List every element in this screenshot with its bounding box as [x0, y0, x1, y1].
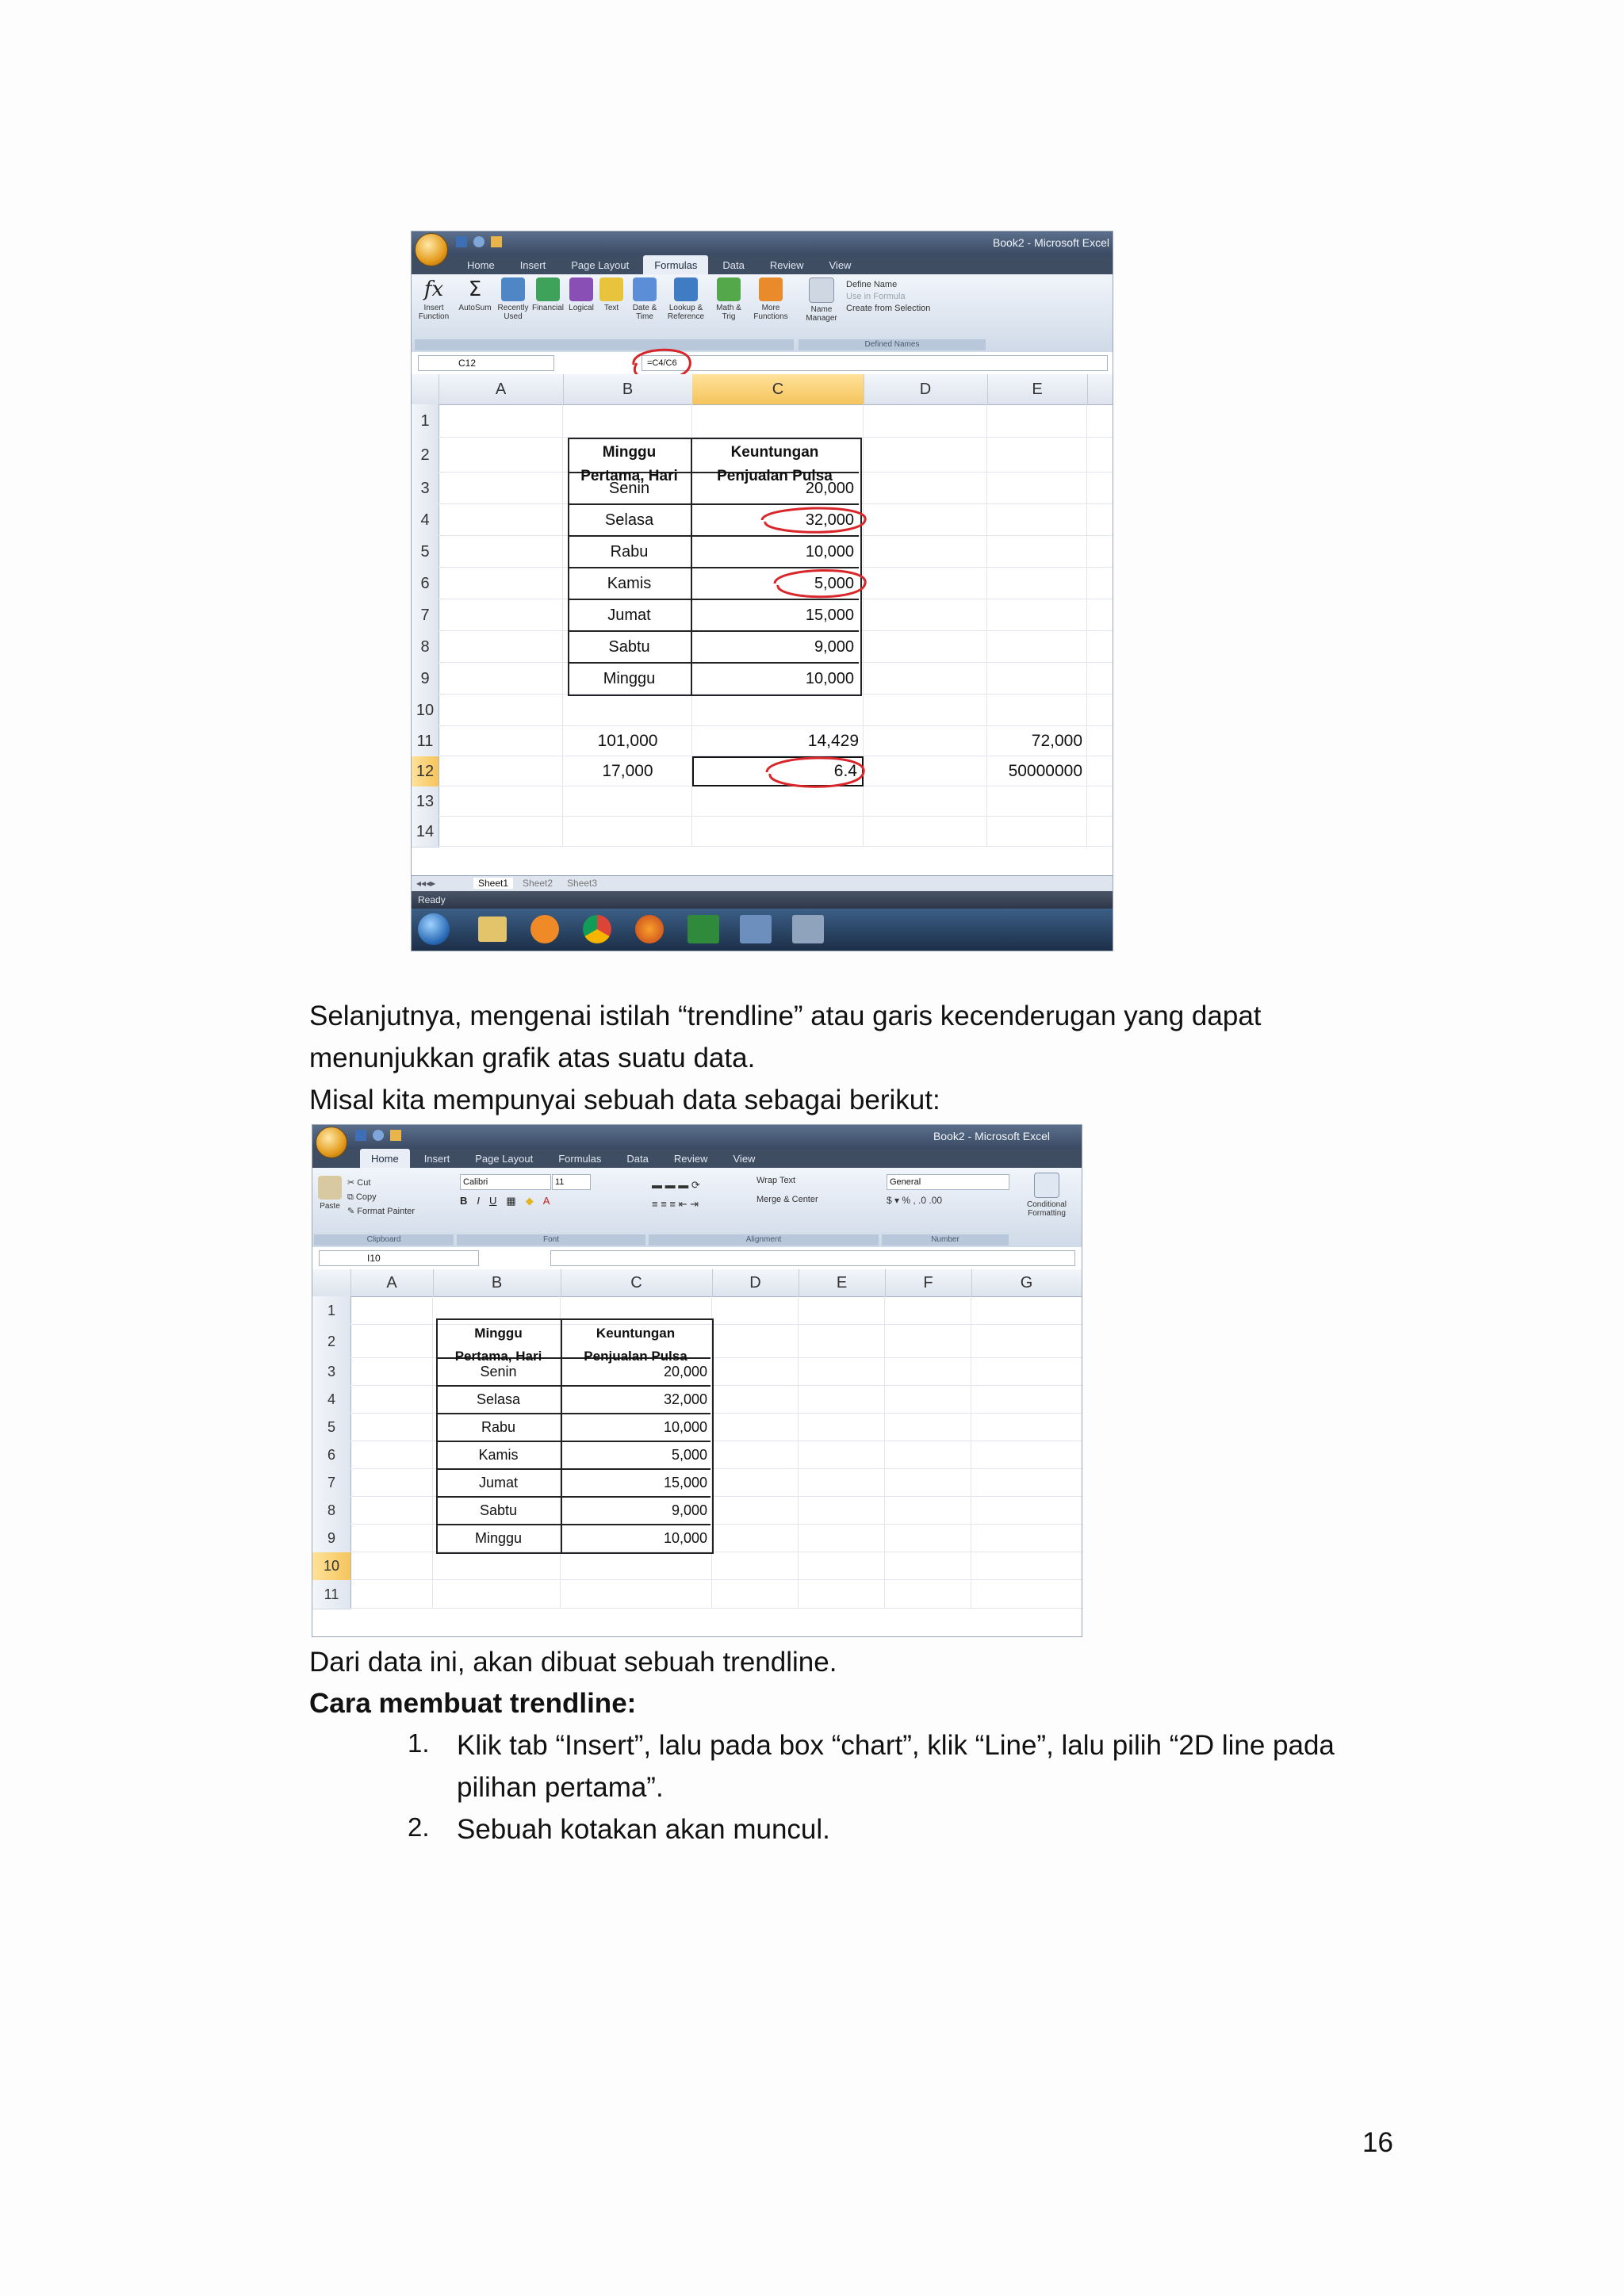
fill-color-icon[interactable]: ◆ — [525, 1195, 534, 1207]
date-time-button[interactable]: Date & Time — [627, 277, 662, 321]
worksheet-grid — [312, 1296, 1082, 1636]
row-header-11[interactable]: 11 — [412, 726, 439, 757]
home-ribbon — [312, 1168, 1082, 1248]
formula-input[interactable] — [550, 1250, 1075, 1266]
day-cell[interactable]: Selasa — [476, 1391, 521, 1407]
excel-title-bar — [412, 232, 1113, 255]
folder-icon[interactable] — [478, 916, 507, 942]
save-icon[interactable] — [456, 236, 467, 247]
fx-icon: fx — [423, 277, 444, 301]
value-cell[interactable]: 5,000 — [671, 1447, 707, 1463]
gridline — [884, 1296, 885, 1609]
window-title: Book2 - Microsoft Excel — [933, 1130, 1050, 1142]
windows-taskbar — [412, 909, 1113, 951]
clipboard-icon — [318, 1176, 342, 1200]
header-line: Penjualan Pulsa — [717, 468, 833, 484]
header-line: Minggu — [474, 1326, 523, 1341]
day-cell[interactable]: Rabu — [610, 542, 649, 561]
row-header-5[interactable]: 5 — [412, 536, 439, 568]
column-headers — [412, 374, 1113, 405]
row-header-4[interactable]: 4 — [312, 1386, 351, 1414]
column-header-c[interactable]: C — [561, 1269, 713, 1296]
sigma-icon: Σ — [468, 277, 482, 301]
status-bar: Ready — [412, 891, 1113, 909]
row-header-1[interactable]: 1 — [312, 1296, 351, 1326]
book-icon — [759, 277, 783, 301]
copy-button[interactable]: ⧉ Copy — [347, 1192, 377, 1202]
book-icon — [501, 277, 525, 301]
column-header-g[interactable]: G — [971, 1269, 1082, 1296]
tab-view[interactable]: View — [733, 1152, 756, 1165]
sheet-tab-3[interactable]: Sheet3 — [567, 878, 598, 889]
row-header-11[interactable]: 11 — [312, 1580, 351, 1609]
tab-page-layout[interactable]: Page Layout — [571, 258, 630, 271]
row-header-7[interactable]: 7 — [312, 1469, 351, 1498]
excel-title-bar — [312, 1125, 1082, 1149]
save-icon[interactable] — [355, 1130, 366, 1141]
formula-input[interactable]: =C4/C6 — [642, 355, 1108, 371]
top-align-icons[interactable]: ▬ ▬ ▬ ⟳ — [652, 1179, 700, 1191]
underline-button[interactable]: U — [489, 1195, 497, 1207]
clipboard-commands — [347, 1176, 415, 1219]
column-header-b[interactable]: B — [433, 1269, 561, 1296]
worksheet-grid — [412, 404, 1113, 877]
cell-e11[interactable]: 72,000 — [1031, 732, 1082, 750]
font-size-select[interactable]: 11 — [552, 1174, 591, 1190]
tab-formulas[interactable]: Formulas — [643, 255, 708, 274]
math-trig-button[interactable]: Math & Trig — [710, 277, 748, 321]
column-header-d[interactable]: D — [712, 1269, 799, 1296]
book-icon — [569, 277, 593, 301]
sheet-nav-arrows[interactable]: ◂◂◂▸ — [416, 878, 436, 889]
value-cell[interactable]: 9,000 — [814, 637, 854, 656]
office-button-icon[interactable] — [415, 233, 448, 266]
tool-taskbar-icon[interactable] — [792, 915, 824, 943]
row-header-6[interactable]: 6 — [412, 568, 439, 600]
name-box[interactable]: C12 — [418, 355, 554, 371]
header-line: Keuntungan — [730, 444, 819, 461]
page-number: 16 — [1362, 2127, 1393, 2158]
book-icon — [717, 277, 741, 301]
number-buttons[interactable]: $ ▾ % , .0 .00 — [887, 1195, 943, 1206]
paragraph-trendline-intro-line1: Selanjutnya, mengenai istilah “trendline” atau garis kecenderugan yang dapat — [309, 1001, 1262, 1031]
undo-icon[interactable] — [473, 236, 485, 247]
column-header-e[interactable]: E — [799, 1269, 886, 1296]
red-annotation-circles — [412, 404, 1113, 847]
formulas-ribbon — [412, 274, 1113, 353]
start-orb-icon[interactable] — [418, 913, 450, 945]
font-color-icon[interactable]: A — [542, 1195, 550, 1207]
row-header-10[interactable]: 10 — [312, 1552, 351, 1581]
more-functions-button[interactable]: More Functions — [749, 277, 792, 321]
financial-button[interactable]: Financial — [530, 277, 565, 312]
borders-icon[interactable]: ▦ — [506, 1195, 516, 1207]
row-header-4[interactable]: 4 — [412, 504, 439, 537]
value-cell[interactable]: 15,000 — [805, 606, 854, 624]
cell-b11[interactable]: 101,000 — [597, 732, 658, 750]
name-box[interactable]: I10 — [319, 1250, 479, 1266]
excel-taskbar-icon[interactable] — [688, 915, 719, 943]
cell-c12[interactable]: 6.4 — [833, 762, 857, 780]
tab-home[interactable]: Home — [360, 1149, 410, 1168]
defined-names-group-label: Defined Names — [799, 339, 986, 350]
column-headers — [312, 1269, 1082, 1297]
recently-used-button[interactable]: Recently Used — [496, 277, 530, 321]
tab-insert[interactable]: Insert — [423, 1152, 450, 1165]
row-header-9[interactable]: 9 — [412, 663, 439, 695]
value-cell[interactable]: 10,000 — [663, 1530, 707, 1546]
day-cell[interactable]: Jumat — [607, 606, 651, 624]
column-header-corner[interactable] — [412, 374, 439, 404]
create-from-selection-button[interactable]: Create from Selection — [846, 304, 931, 313]
paste-button[interactable]: Paste — [316, 1176, 344, 1211]
column-header-a[interactable]: A — [439, 374, 564, 404]
sheet-tab-2[interactable]: Sheet2 — [523, 878, 553, 889]
day-cell[interactable]: Minggu — [474, 1530, 523, 1546]
scissors-icon: ✂ — [347, 1178, 358, 1188]
row-header-2[interactable]: 2 — [312, 1325, 351, 1359]
day-cell[interactable]: Kamis — [607, 574, 652, 592]
quick-access-toolbar[interactable] — [355, 1130, 450, 1144]
window-title: Book2 - Microsoft Excel — [992, 236, 1109, 249]
cell-c11[interactable]: 14,429 — [807, 732, 859, 750]
header-line: Penjualan Pulsa — [584, 1349, 688, 1364]
day-cell[interactable]: Sabtu — [479, 1502, 518, 1518]
paragraph-trendline-intro-line2: menunjukkan grafik atas suatu data. — [309, 1043, 756, 1073]
text-button[interactable]: Text — [597, 277, 626, 312]
redo-icon[interactable] — [491, 236, 502, 247]
column-header-corner[interactable] — [312, 1269, 351, 1296]
value-cell[interactable]: 32,000 — [663, 1391, 707, 1407]
day-cell[interactable]: Kamis — [478, 1447, 519, 1463]
paragraph-create-trendline: Dari data ini, akan dibuat sebuah trendline. — [309, 1647, 837, 1678]
row-header-5[interactable]: 5 — [312, 1414, 351, 1442]
sheet-tab-1[interactable]: Sheet1 — [473, 878, 513, 889]
value-cell[interactable]: 5,000 — [814, 574, 854, 592]
list-item-2-line1: Sebuah kotakan akan muncul. — [457, 1814, 830, 1845]
font-name-select[interactable]: Calibri — [460, 1174, 551, 1190]
value-cell[interactable]: 15,000 — [663, 1475, 707, 1490]
row-header-3[interactable]: 3 — [312, 1358, 351, 1387]
book-icon — [674, 277, 698, 301]
tab-home[interactable]: Home — [467, 258, 495, 271]
gridline — [350, 1579, 1082, 1580]
day-cell[interactable]: Senin — [608, 479, 650, 497]
conditional-formatting-button[interactable]: Conditional Formatting — [1015, 1173, 1078, 1218]
defined-names-list — [846, 279, 930, 315]
logical-button[interactable]: Logical — [565, 277, 597, 312]
row-header-8[interactable]: 8 — [412, 631, 439, 664]
book-icon — [633, 277, 657, 301]
value-cell[interactable]: 32,000 — [805, 511, 854, 529]
font-group-label: Font — [457, 1234, 645, 1246]
alignment-buttons — [652, 1176, 700, 1214]
clipboard-group-label: Clipboard — [314, 1234, 454, 1246]
quick-access-toolbar[interactable] — [456, 236, 551, 251]
circle-kamis-value — [775, 570, 865, 596]
book-icon — [599, 277, 623, 301]
day-cell[interactable]: Jumat — [478, 1475, 519, 1490]
tag-icon — [809, 277, 834, 303]
list-item-1-line1: Klik tab “Insert”, lalu pada box “chart”, klik “Line”, lalu pilih “2D line pada — [457, 1730, 1335, 1761]
tab-data[interactable]: Data — [722, 258, 745, 271]
formula-bar — [412, 352, 1113, 375]
column-header-a[interactable]: A — [350, 1269, 434, 1296]
row-header-6[interactable]: 6 — [312, 1441, 351, 1470]
column-header-d[interactable]: D — [864, 374, 988, 404]
list-item-1-line2: pilihan pertama”. — [457, 1772, 664, 1803]
lookup-reference-button[interactable]: Lookup & Reference — [664, 277, 708, 321]
ribbon-tabs — [412, 255, 1113, 274]
gridline — [350, 1608, 1082, 1609]
brush-icon: ✎ — [347, 1207, 358, 1216]
app-taskbar-icon[interactable] — [740, 915, 772, 943]
excel-screenshot-formulas — [411, 231, 1113, 951]
cell-b12[interactable]: 17,000 — [602, 762, 653, 780]
day-cell[interactable]: Rabu — [481, 1419, 516, 1435]
column-header-c[interactable]: C — [692, 374, 864, 404]
ribbon-tabs — [312, 1149, 1082, 1168]
name-manager-button[interactable]: Name Manager — [802, 277, 841, 323]
tab-formulas[interactable]: Formulas — [558, 1152, 602, 1165]
office-button-icon[interactable] — [316, 1127, 347, 1158]
tab-page-layout[interactable]: Page Layout — [475, 1152, 534, 1165]
tab-data[interactable]: Data — [626, 1152, 649, 1165]
redo-icon[interactable] — [390, 1130, 401, 1141]
day-cell[interactable]: Minggu — [603, 669, 656, 687]
day-cell[interactable]: Senin — [480, 1364, 517, 1380]
merge-center-button[interactable]: Merge & Center — [756, 1195, 818, 1204]
row-header-13[interactable]: 13 — [412, 786, 439, 817]
excel-screenshot-home — [312, 1124, 1082, 1637]
insert-function-button[interactable]: fx Insert Function — [418, 277, 450, 321]
header-line: Minggu — [602, 444, 657, 461]
row-header-1[interactable]: 1 — [412, 404, 439, 438]
autosum-button[interactable]: Σ AutoSum — [458, 277, 492, 312]
font-style-buttons — [460, 1195, 550, 1207]
conditional-formatting-icon — [1034, 1173, 1059, 1198]
define-name-button[interactable]: Define Name — [846, 280, 898, 289]
row-header-7[interactable]: 7 — [412, 599, 439, 632]
value-cell[interactable]: 10,000 — [663, 1419, 707, 1435]
list-item-number-2: 2. — [408, 1812, 430, 1842]
header-line: Pertama, Hari — [454, 1349, 542, 1364]
horizontal-align-icons[interactable]: ≡ ≡ ≡ ⇤ ⇥ — [652, 1198, 699, 1210]
row-header-12[interactable]: 12 — [412, 756, 439, 787]
undo-icon[interactable] — [373, 1130, 384, 1141]
header-line: Keuntungan — [596, 1326, 676, 1341]
function-library-group-label — [415, 339, 794, 350]
tab-review[interactable]: Review — [673, 1152, 708, 1165]
day-cell[interactable]: Sabtu — [608, 637, 650, 656]
circle-selasa-value — [762, 508, 865, 532]
row-header-9[interactable]: 9 — [312, 1525, 351, 1553]
list-item-number-1: 1. — [408, 1728, 430, 1758]
tab-review[interactable]: Review — [769, 258, 804, 271]
chrome-icon[interactable] — [583, 915, 611, 943]
formula-bar — [312, 1247, 1082, 1270]
row-header-10[interactable]: 10 — [412, 695, 439, 727]
copy-icon: ⧉ — [347, 1192, 356, 1202]
sheet-tab-bar — [412, 875, 1113, 892]
italic-button[interactable]: I — [477, 1195, 481, 1207]
paragraph-example-data: Misal kita mempunyai sebuah data sebagai berikut: — [309, 1085, 940, 1115]
tab-insert[interactable]: Insert — [519, 258, 546, 271]
use-in-formula-button[interactable]: Use in Formula — [846, 292, 906, 301]
book-icon — [536, 277, 560, 301]
value-cell[interactable]: 10,000 — [805, 669, 854, 687]
column-header-f[interactable]: F — [885, 1269, 972, 1296]
cell-e12[interactable]: 50000000 — [1008, 762, 1082, 780]
circle-result-value — [767, 758, 864, 786]
value-cell[interactable]: 9,000 — [671, 1502, 707, 1518]
format-painter-button[interactable]: ✎ Format Painter — [347, 1207, 416, 1216]
value-cell[interactable]: 10,000 — [805, 542, 854, 561]
day-cell[interactable]: Selasa — [604, 511, 654, 529]
alignment-group-label: Alignment — [649, 1234, 879, 1246]
bold-button[interactable]: B — [460, 1195, 468, 1207]
wrap-text-button[interactable]: Wrap Text — [756, 1176, 796, 1185]
heading-how-to-make-trendline: Cara membuat trendline: — [309, 1688, 637, 1719]
number-format-select[interactable]: General — [887, 1174, 1009, 1190]
value-cell[interactable]: 20,000 — [663, 1364, 707, 1380]
column-header-e[interactable]: E — [987, 374, 1088, 404]
gridline — [432, 1296, 433, 1609]
column-header-b[interactable]: B — [563, 374, 693, 404]
row-header-8[interactable]: 8 — [312, 1497, 351, 1525]
media-player-icon[interactable] — [530, 915, 559, 943]
tab-view[interactable]: View — [829, 258, 852, 271]
row-header-14[interactable]: 14 — [412, 817, 439, 848]
row-header-2[interactable]: 2 — [412, 438, 439, 473]
cut-button[interactable]: ✂ Cut — [347, 1178, 371, 1188]
gridline — [798, 1296, 799, 1609]
firefox-icon[interactable] — [635, 915, 664, 943]
number-group-label: Number — [882, 1234, 1009, 1246]
header-line: Pertama, Hari — [580, 468, 678, 484]
value-cell[interactable]: 20,000 — [805, 479, 854, 497]
row-header-3[interactable]: 3 — [412, 473, 439, 505]
